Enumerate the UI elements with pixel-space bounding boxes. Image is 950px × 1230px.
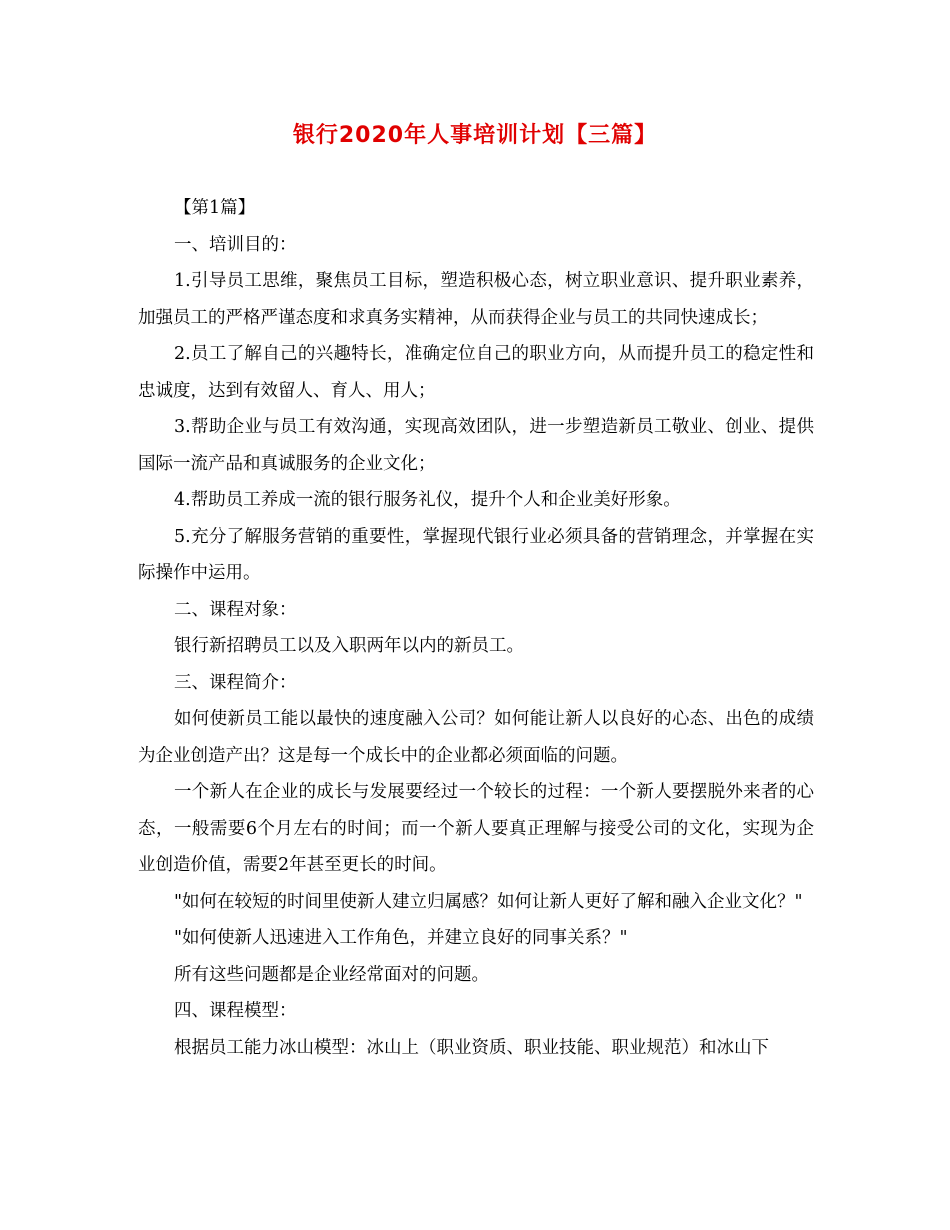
- paragraph: 4.帮助员工养成一流的银行服务礼仪，提升个人和企业美好形象。: [174, 490, 681, 510]
- paragraph: 1.引导员工思维，聚焦员工目标，塑造积极心态，树立职业意识、提升职业素养，加强员工的严格严谨态度和求真务实精神，从而获得企业与员工的共同快速成长；: [138, 271, 814, 328]
- document-title: 银行2020年人事培训计划【三篇】: [292, 123, 658, 148]
- paragraph: 四、课程模型：: [174, 1001, 297, 1021]
- paragraph: 所有这些问题都是企业经常面对的问题。: [174, 964, 489, 985]
- paragraph: "如何使新人迅速进入工作角色，并建立良好的同事关系？": [174, 928, 628, 948]
- paragraph: 一、培训目的：: [174, 234, 297, 255]
- paragraph: 一个新人在企业的成长与发展要经过一个较长的过程：一个新人要摆脱外来者的心态，一般需要6个月左右的时间；而一个新人要真正理解与接受公司的文化，实现为企业创造价值，需要2年甚至更长的时间。: [138, 782, 814, 875]
- paragraph: 2.员工了解自己的兴趣特长，准确定位自己的职业方向，从而提升员工的稳定性和忠诚度，达到有效留人、育人、用人；: [138, 344, 814, 401]
- paragraph: 【第1篇】: [174, 198, 256, 218]
- paragraph: 银行新招聘员工以及入职两年以内的新员工。: [174, 636, 524, 656]
- document-body: [138, 190, 814, 1066]
- paragraph: "如何在较短的时间里使新人建立归属感？如何让新人更好了解和融入企业文化？": [174, 891, 803, 912]
- paragraph: 3.帮助企业与员工有效沟通，实现高效团队，进一步塑造新员工敬业、创业、提供国际一流产品和真诚服务的企业文化；: [138, 417, 814, 474]
- paragraph: 二、课程对象：: [174, 599, 297, 620]
- paragraph: 三、课程简介：: [174, 672, 297, 693]
- paragraph: 根据员工能力冰山模型：冰山上（职业资质、职业技能、职业规范）和冰山下: [174, 1037, 769, 1058]
- paragraph: 如何使新员工能以最快的速度融入公司？如何能让新人以良好的心态、出色的成绩为企业创造产出？这是每一个成长中的企业都必须面临的问题。: [138, 709, 814, 766]
- paragraph: 5.充分了解服务营销的重要性，掌握现代银行业必须具备的营销理念，并掌握在实际操作中运用。: [138, 526, 814, 583]
